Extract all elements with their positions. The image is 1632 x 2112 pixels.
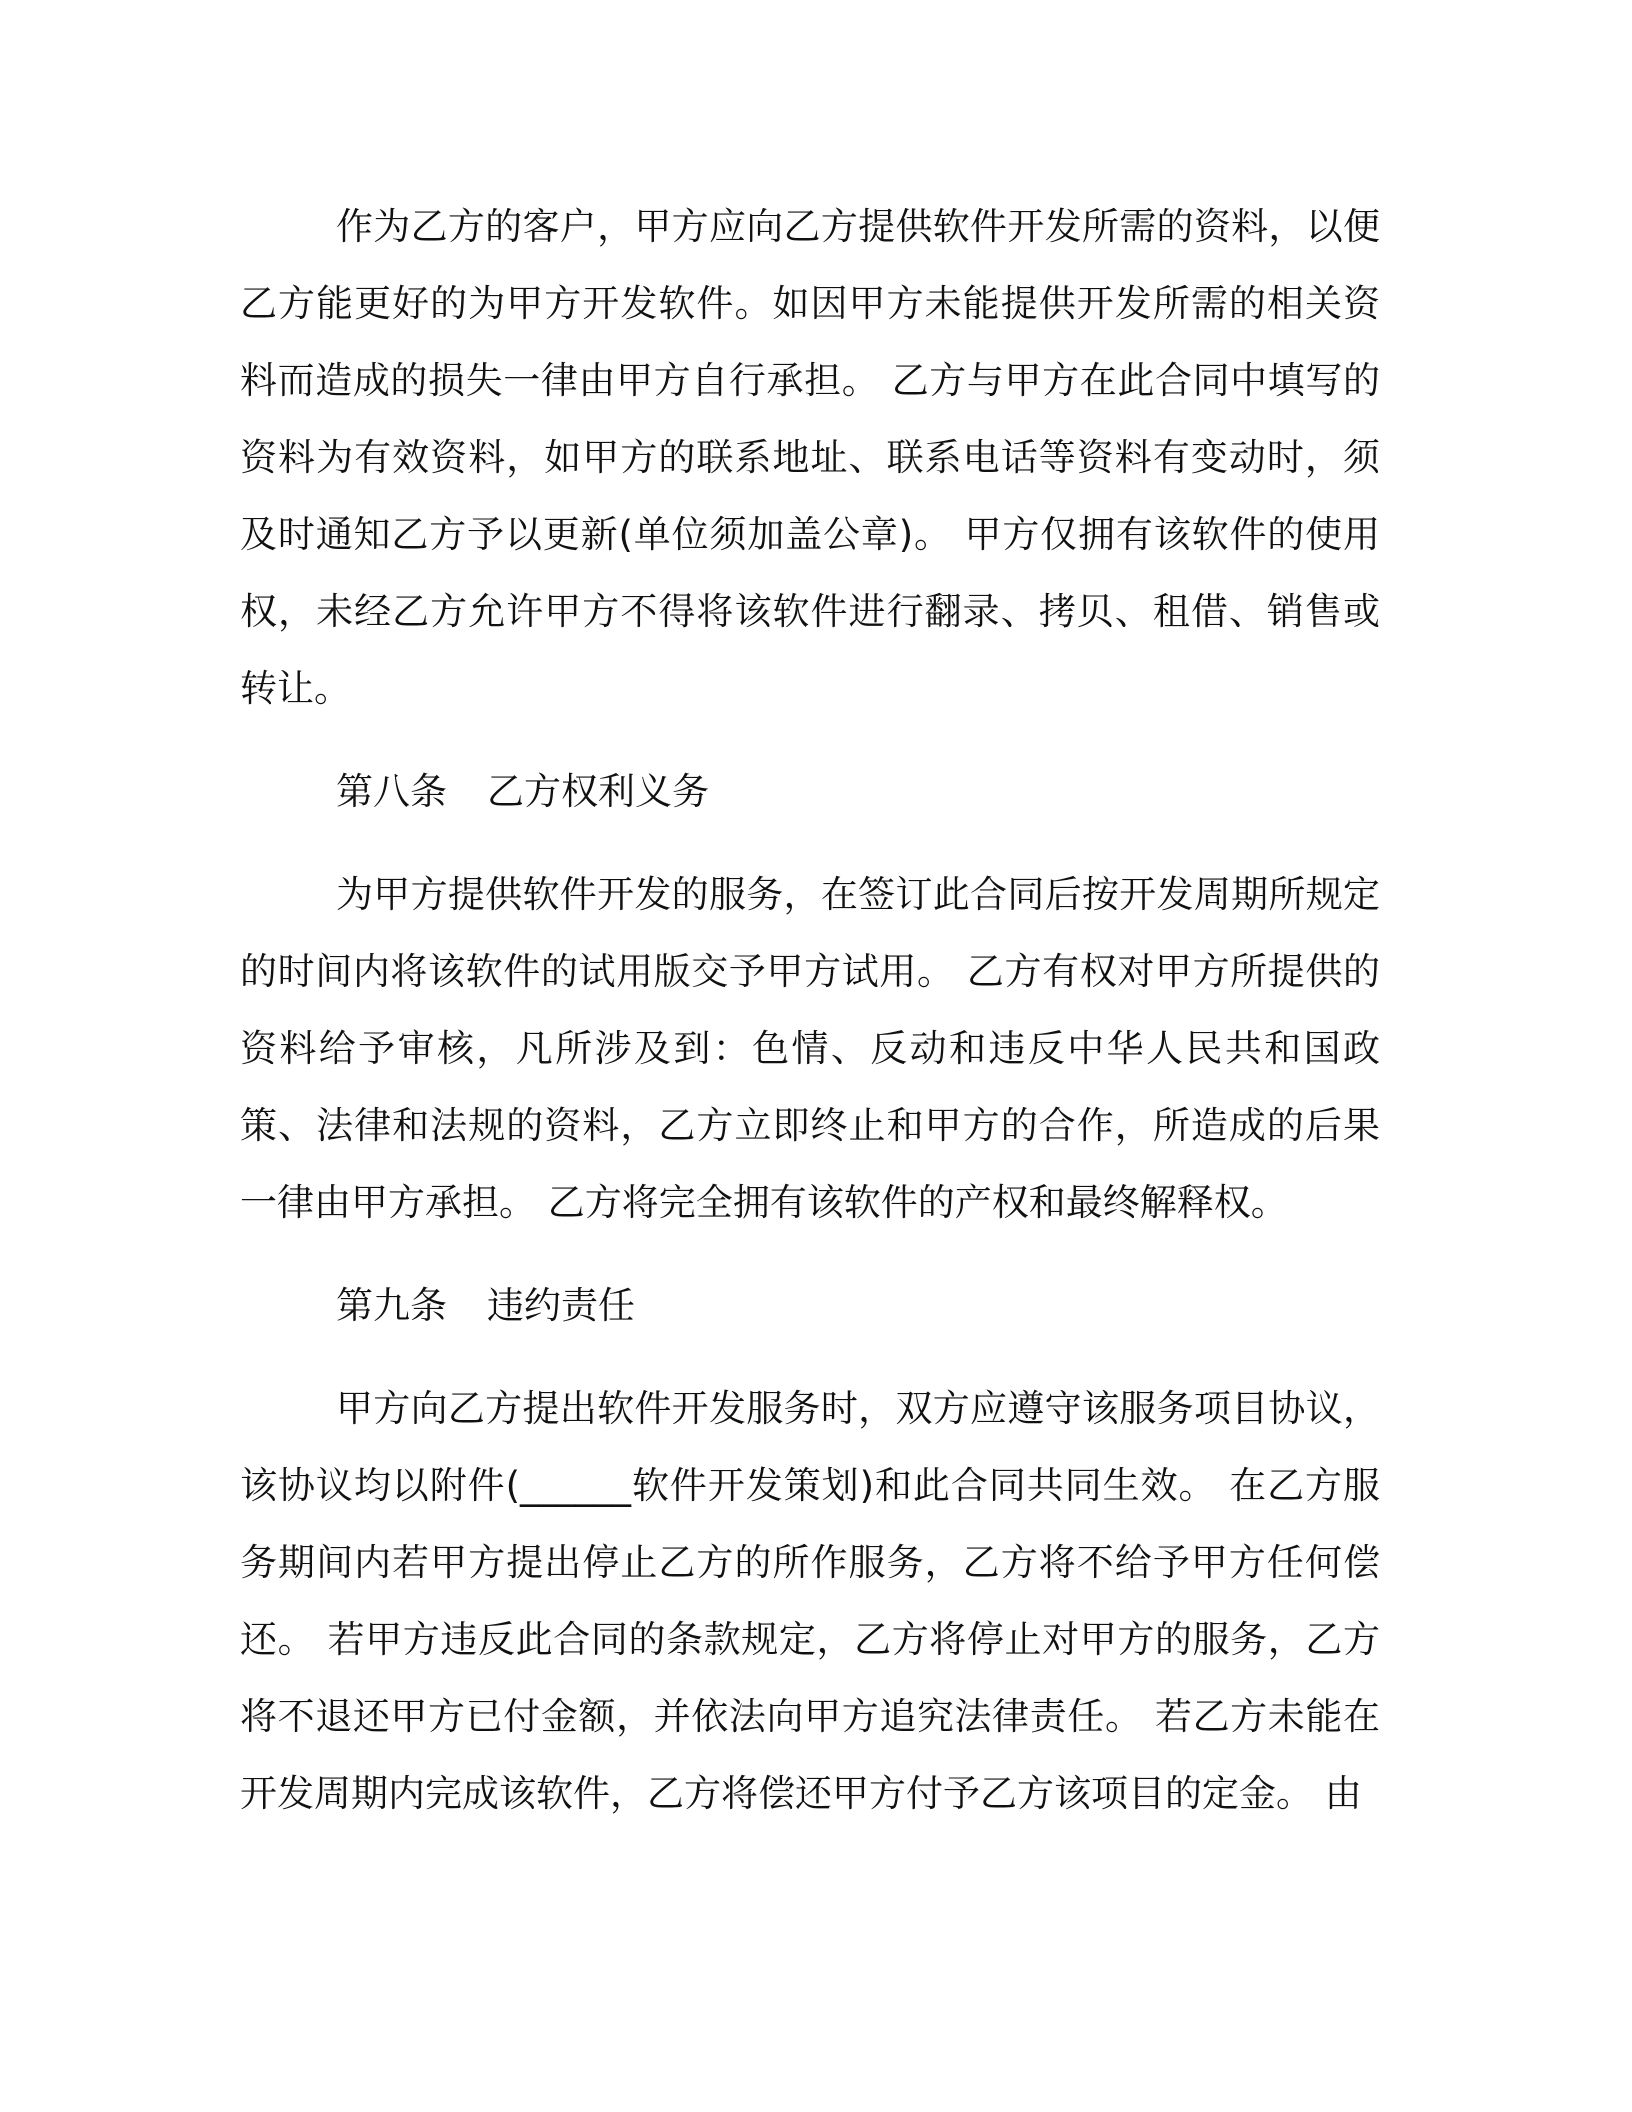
article-9-number: 第九条 [336,1284,447,1327]
article-8-title: 乙方权利义务 [487,770,709,813]
article-8-body: 为甲方提供软件开发的服务，在签订此合同后按开发周期所规定的时间内将该软件的试用版交予甲方试用。 乙方有权对甲方所提供的资料给予审核，凡所涉及到：色情、反动和违反中华人民共和国政策、法律和法规的资料，乙方立即终止和甲方的合作，所造成的后果一律由甲方承担。 乙方将完全拥有该软件的产权和最终解释权。 [240,873,1380,1224]
article-8-heading [240,753,1380,830]
article-9-heading [240,1267,1380,1344]
article-8-number: 第八条 [336,770,447,813]
paragraph-client-obligations: 作为乙方的客户，甲方应向乙方提供软件开发所需的资料，以便乙方能更好的为甲方开发软件。如因甲方未能提供开发所需的相关资料而造成的损失一律由甲方自行承担。 乙方与甲方在此合同中填写的资料为有效资料，如甲方的联系地址、联系电话等资料有变动时，须及时通知乙方予以更新(单位须加盖公章)。 甲方仅拥有该软件的使用权，未经乙方允许甲方不得将该软件进行翻录、拷贝、租借、销售或转让。 [240,205,1380,710]
article-9-body: 甲方向乙方提出软件开发服务时，双方应遵守该服务项目协议，该协议均以附件(______软件开发策划)和此合同共同生效。 在乙方服务期间内若甲方提出停止乙方的所作服务，乙方将不给予甲方任何偿还。 若甲方违反此合同的条款规定，乙方将停止对甲方的服务，乙方将不退还甲方已付金额，并依法向甲方追究法律责任。 若乙方未能在开发周期内完成该软件，乙方将偿还甲方付予乙方该项目的定金。 由 [240,1387,1380,1815]
article-9-title: 违约责任 [487,1284,635,1327]
document-page [240,188,1380,1832]
